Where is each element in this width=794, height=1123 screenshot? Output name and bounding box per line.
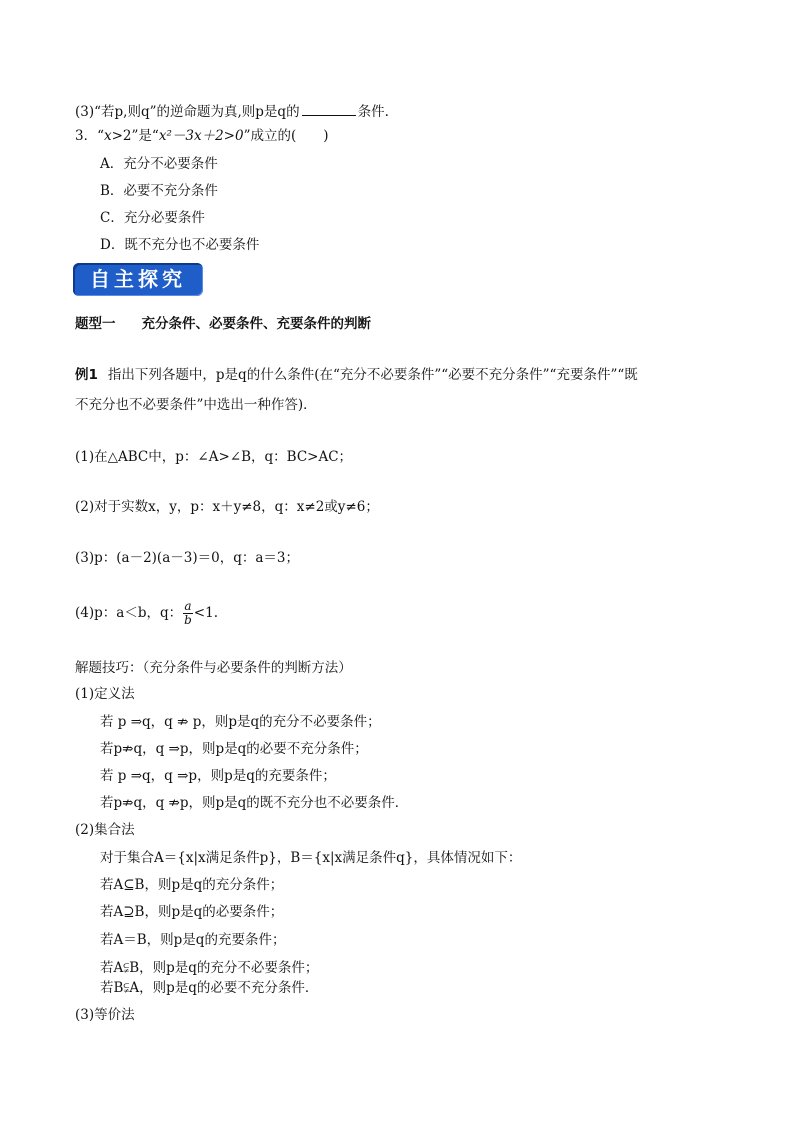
type-heading (75, 315, 371, 333)
tips-title: 解题技巧：（充分条件与必要条件的判断方法） (75, 660, 352, 676)
example-item-4: (4)p：a＜b，q： $\frac{a}{b}$ <1. (75, 599, 218, 627)
option-d: D．既不充分也不必要条件 (100, 237, 260, 253)
fraction-a-over-b: $\frac{a}{b}$ (184, 599, 192, 627)
section-banner: 自主探究 (73, 263, 203, 296)
item-3-tail: 条件. (357, 104, 389, 120)
type-label: 题型一 (75, 316, 116, 332)
set-line-6: 若B⫋A，则p是q的必要不充分条件． (100, 980, 319, 996)
def-line-4: 若p⇏q，q ⇏p，则p是q的既不充分也不必要条件． (100, 795, 409, 811)
example-text-1: 指出下列各题中，p是q的什么条件(在“充分不必要条件”“必要不充分条件”“充要条件”“既 (107, 367, 638, 383)
option-c: C．充分必要条件 (100, 210, 205, 226)
item-3-text: (3)“若p,则q”的逆命题为真,则p是q的 (75, 104, 300, 120)
example-label: 例1 (75, 367, 98, 383)
set-line-4: 若A＝B，则p是q的充要条件； (100, 932, 286, 948)
example-item-3: (3)p：(a－2)(a－3)＝0，q：a＝3； (75, 550, 299, 566)
set-line-1: 对于集合A＝{x|x满足条件p}，B＝{x|x满足条件q}，具体情况如下： (100, 850, 522, 866)
type-title: 充分条件、必要条件、充要条件的判断 (141, 316, 371, 332)
example-item-1: (1)在△ABC中，p：∠A>∠B，q：BC>AC； (75, 449, 353, 465)
equivalence-method-heading: (3)等价法 (75, 1007, 135, 1023)
option-b: B．必要不充分条件 (100, 183, 218, 199)
question-3: 3．“x>2”是“x²－3x＋2>0”成立的( ) (75, 128, 329, 144)
answer-blank (302, 103, 356, 116)
example-1-line-2: 不充分也不必要条件”中选出一种作答)． (75, 397, 317, 413)
set-line-2: 若A⊆B，则p是q的充分条件； (100, 877, 284, 893)
set-line-3: 若A⊇B，则p是q的必要条件； (100, 904, 284, 920)
set-line-5: 若A⫋B，则p是q的充分不必要条件； (100, 960, 319, 976)
set-method-heading: (2)集合法 (75, 822, 135, 838)
def-line-2: 若p⇏q，q ⇒p，则p是q的必要不充分条件； (100, 741, 368, 757)
option-a: A．充分不必要条件 (100, 156, 218, 172)
example-item-2: (2)对于实数x，y，p：x＋y≠8，q：x≠2或y≠6； (75, 499, 379, 515)
def-line-1: 若 p ⇒q，q ⇏ p，则p是q的充分不必要条件； (100, 714, 381, 730)
def-line-3: 若 p ⇒q，q ⇒p，则p是q的充要条件； (100, 768, 336, 784)
item-3 (75, 103, 389, 121)
definition-method-heading: (1)定义法 (75, 686, 135, 702)
example-1-line-1 (75, 366, 638, 384)
